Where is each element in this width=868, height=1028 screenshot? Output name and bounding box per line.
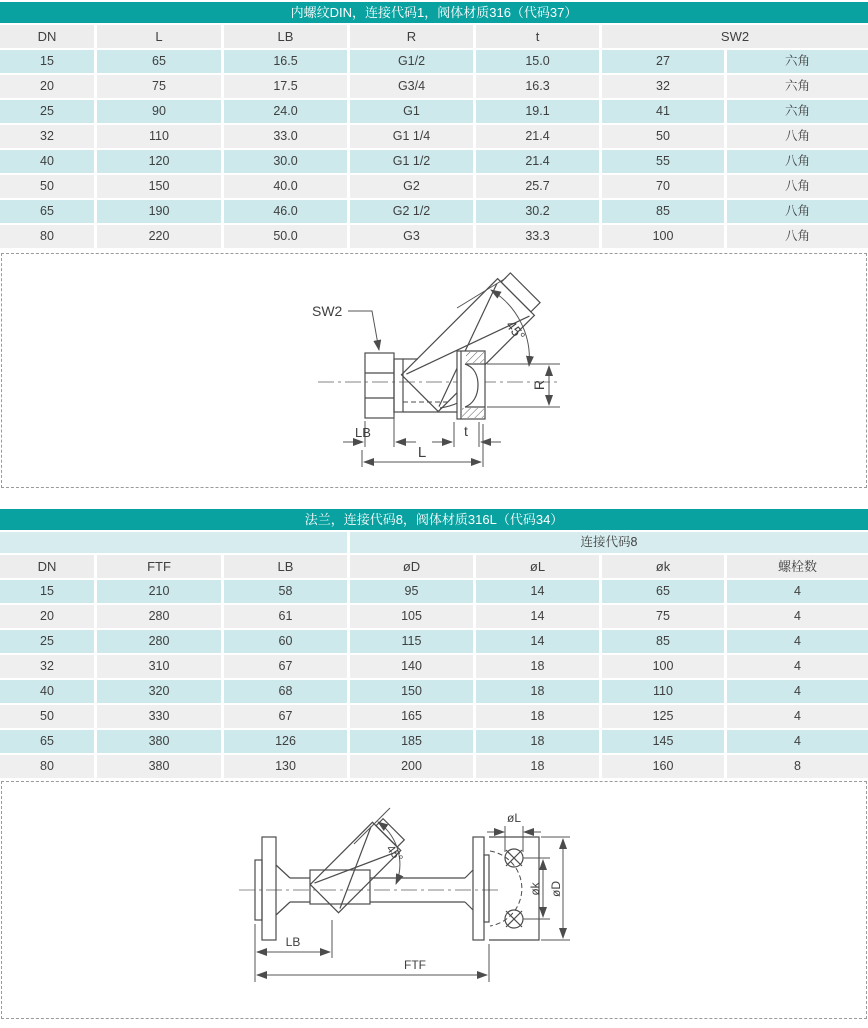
table-cell: 125: [602, 705, 724, 728]
table-cell: 14: [476, 580, 599, 603]
table-cell: 25: [0, 630, 94, 653]
table-cell: 27: [602, 50, 724, 73]
flanged-table-body: [0, 580, 868, 778]
strainer-cartridge: [310, 815, 408, 913]
table-row: [0, 175, 868, 198]
table-cell: 20: [0, 75, 94, 98]
table-cell: 65: [0, 730, 94, 753]
table-cell: 210: [97, 580, 221, 603]
table-cell: 67: [224, 655, 347, 678]
flanged-table-title: 法兰，连接代码8，阀体材质316L（代码34）: [0, 509, 868, 530]
table-cell: G1: [350, 100, 473, 123]
table-cell: 55: [602, 150, 724, 173]
table-cell: 8: [727, 755, 868, 778]
table-cell: 140: [350, 655, 473, 678]
table-cell: 4: [727, 680, 868, 703]
right-flange: [473, 837, 484, 940]
table-cell: 100: [602, 655, 724, 678]
column-header-dn: DN: [0, 25, 94, 48]
table-cell: 30.2: [476, 200, 599, 223]
table-cell: 160: [602, 755, 724, 778]
table-cell: 4: [727, 630, 868, 653]
table-row: [0, 100, 868, 123]
table-cell: 150: [350, 680, 473, 703]
table-cell: 145: [602, 730, 724, 753]
r-label: R: [531, 379, 547, 391]
flanged-valve-drawing: [2, 782, 866, 1018]
table-cell: 4: [727, 580, 868, 603]
column-header-t: t: [476, 25, 599, 48]
table-cell: G3/4: [350, 75, 473, 98]
table-cell: 380: [97, 755, 221, 778]
table-cell: 85: [602, 200, 724, 223]
table-cell: 14: [476, 630, 599, 653]
table-row: [0, 580, 868, 603]
table-cell: G2 1/2: [350, 200, 473, 223]
table-row: [0, 50, 868, 73]
lb-label: LB: [285, 935, 301, 949]
column-header-sw2: SW2: [602, 25, 868, 48]
table-cell: 280: [97, 605, 221, 628]
column-header-ok: øk: [602, 555, 724, 578]
table-cell: 75: [602, 605, 724, 628]
table-cell: 20: [0, 605, 94, 628]
table-cell: 70: [602, 175, 724, 198]
table-row: [0, 225, 868, 248]
table-cell: 32: [0, 125, 94, 148]
table-row: [0, 200, 868, 223]
group-header-spacer: [0, 532, 347, 553]
right-raised-face: [484, 855, 489, 922]
table-cell: 50: [602, 125, 724, 148]
table-cell: 16.3: [476, 75, 599, 98]
table-cell: 16.5: [224, 50, 347, 73]
table-cell: 21.4: [476, 125, 599, 148]
table-cell: 八角: [727, 225, 868, 248]
table-cell: 24.0: [224, 100, 347, 123]
column-header-dn: DN: [0, 555, 94, 578]
table-row: [0, 655, 868, 678]
table-cell: 80: [0, 225, 94, 248]
threaded-valve-diagram: [1, 253, 867, 488]
table-cell: 15: [0, 580, 94, 603]
hex-nut: [365, 353, 394, 418]
table-row: [0, 730, 868, 753]
table-cell: 18: [476, 680, 599, 703]
left-flange: [262, 837, 276, 940]
table-cell: 4: [727, 705, 868, 728]
table-cell: 200: [350, 755, 473, 778]
table-cell: 18: [476, 705, 599, 728]
table-row: [0, 605, 868, 628]
table-cell: 50: [0, 705, 94, 728]
table-cell: G1 1/4: [350, 125, 473, 148]
table-cell: G1 1/2: [350, 150, 473, 173]
table-cell: 21.4: [476, 150, 599, 173]
table-cell: 33.0: [224, 125, 347, 148]
table-cell: 67: [224, 705, 347, 728]
flanged-table-section: [0, 509, 868, 778]
table-cell: 46.0: [224, 200, 347, 223]
sw2-leader: [348, 311, 379, 350]
table-cell: 380: [97, 730, 221, 753]
table-cell: 61: [224, 605, 347, 628]
table-row: [0, 125, 868, 148]
table-cell: 六角: [727, 50, 868, 73]
table-cell: 310: [97, 655, 221, 678]
table-cell: 50.0: [224, 225, 347, 248]
threaded-table-header-row: [0, 25, 868, 48]
table-cell: 32: [0, 655, 94, 678]
ol-label: øL: [506, 811, 522, 825]
table-cell: 15: [0, 50, 94, 73]
table-cell: 八角: [727, 200, 868, 223]
table-cell: 18: [476, 655, 599, 678]
table-cell: 14: [476, 605, 599, 628]
table-cell: 90: [97, 100, 221, 123]
table-cell: 330: [97, 705, 221, 728]
flanged-table-header-row: [0, 555, 868, 578]
column-header-bolts: 螺栓数: [727, 555, 868, 578]
table-cell: 40: [0, 680, 94, 703]
table-cell: G3: [350, 225, 473, 248]
table-row: [0, 755, 868, 778]
table-cell: 105: [350, 605, 473, 628]
table-cell: 15.0: [476, 50, 599, 73]
table-cell: 17.5: [224, 75, 347, 98]
ok-label: øk: [528, 882, 542, 896]
sw2-label: SW2: [312, 303, 343, 319]
l-label: L: [417, 444, 427, 461]
table-cell: 25.7: [476, 175, 599, 198]
table-cell: 4: [727, 655, 868, 678]
table-cell: 40.0: [224, 175, 347, 198]
table-cell: 150: [97, 175, 221, 198]
table-cell: 165: [350, 705, 473, 728]
angle-label: 45°: [502, 317, 529, 344]
table-cell: 190: [97, 200, 221, 223]
table-cell: 60: [224, 630, 347, 653]
table-cell: 65: [602, 580, 724, 603]
valve-body-outline: [239, 815, 539, 940]
table-cell: 25: [0, 100, 94, 123]
angle-label: 45°: [383, 841, 406, 865]
table-row: [0, 680, 868, 703]
ftf-label: FTF: [404, 958, 426, 972]
table-cell: 185: [350, 730, 473, 753]
table-cell: 58: [224, 580, 347, 603]
table-cell: 六角: [727, 100, 868, 123]
column-header-lb: LB: [224, 25, 347, 48]
table-cell: 110: [97, 125, 221, 148]
table-cell: G1/2: [350, 50, 473, 73]
table-cell: 220: [97, 225, 221, 248]
group-header-connection-code: 连接代码8: [350, 532, 868, 553]
table-cell: 126: [224, 730, 347, 753]
table-cell: 41: [602, 100, 724, 123]
t-label: t: [464, 423, 468, 439]
table-cell: 八角: [727, 125, 868, 148]
threaded-valve-drawing: [2, 254, 866, 487]
valve-body-outline: [318, 269, 558, 419]
table-cell: 八角: [727, 150, 868, 173]
flanged-valve-diagram: [1, 781, 867, 1019]
lb-label: LB: [355, 425, 371, 440]
table-row: [0, 75, 868, 98]
table-cell: 110: [602, 680, 724, 703]
table-cell: 130: [224, 755, 347, 778]
table-cell: 280: [97, 630, 221, 653]
table-cell: 80: [0, 755, 94, 778]
table-row: [0, 630, 868, 653]
column-header-ol: øL: [476, 555, 599, 578]
column-header-r: R: [350, 25, 473, 48]
table-cell: 320: [97, 680, 221, 703]
table-cell: G2: [350, 175, 473, 198]
table-row: [0, 705, 868, 728]
column-header-ftf: FTF: [97, 555, 221, 578]
table-cell: 65: [97, 50, 221, 73]
table-cell: 85: [602, 630, 724, 653]
column-header-od: øD: [350, 555, 473, 578]
table-row: [0, 150, 868, 173]
table-cell: 50: [0, 175, 94, 198]
table-cell: 六角: [727, 75, 868, 98]
threaded-table-body: [0, 50, 868, 248]
table-cell: 40: [0, 150, 94, 173]
table-cell: 75: [97, 75, 221, 98]
threaded-table-title: 内螺纹DIN，连接代码1，阀体材质316（代码37）: [0, 2, 868, 23]
table-cell: 18: [476, 755, 599, 778]
table-cell: 19.1: [476, 100, 599, 123]
od-label: øD: [549, 881, 563, 897]
table-cell: 95: [350, 580, 473, 603]
table-cell: 4: [727, 605, 868, 628]
table-cell: 115: [350, 630, 473, 653]
table-cell: 65: [0, 200, 94, 223]
table-cell: 4: [727, 730, 868, 753]
table-cell: 30.0: [224, 150, 347, 173]
table-cell: 68: [224, 680, 347, 703]
dimensions: [255, 808, 570, 982]
threaded-table-section: [0, 2, 868, 248]
table-cell: 32: [602, 75, 724, 98]
table-cell: 八角: [727, 175, 868, 198]
column-header-l: L: [97, 25, 221, 48]
table-cell: 18: [476, 730, 599, 753]
table-cell: 33.3: [476, 225, 599, 248]
table-cell: 100: [602, 225, 724, 248]
column-header-lb: LB: [224, 555, 347, 578]
flanged-table-group-header-row: [0, 532, 868, 553]
table-cell: 120: [97, 150, 221, 173]
